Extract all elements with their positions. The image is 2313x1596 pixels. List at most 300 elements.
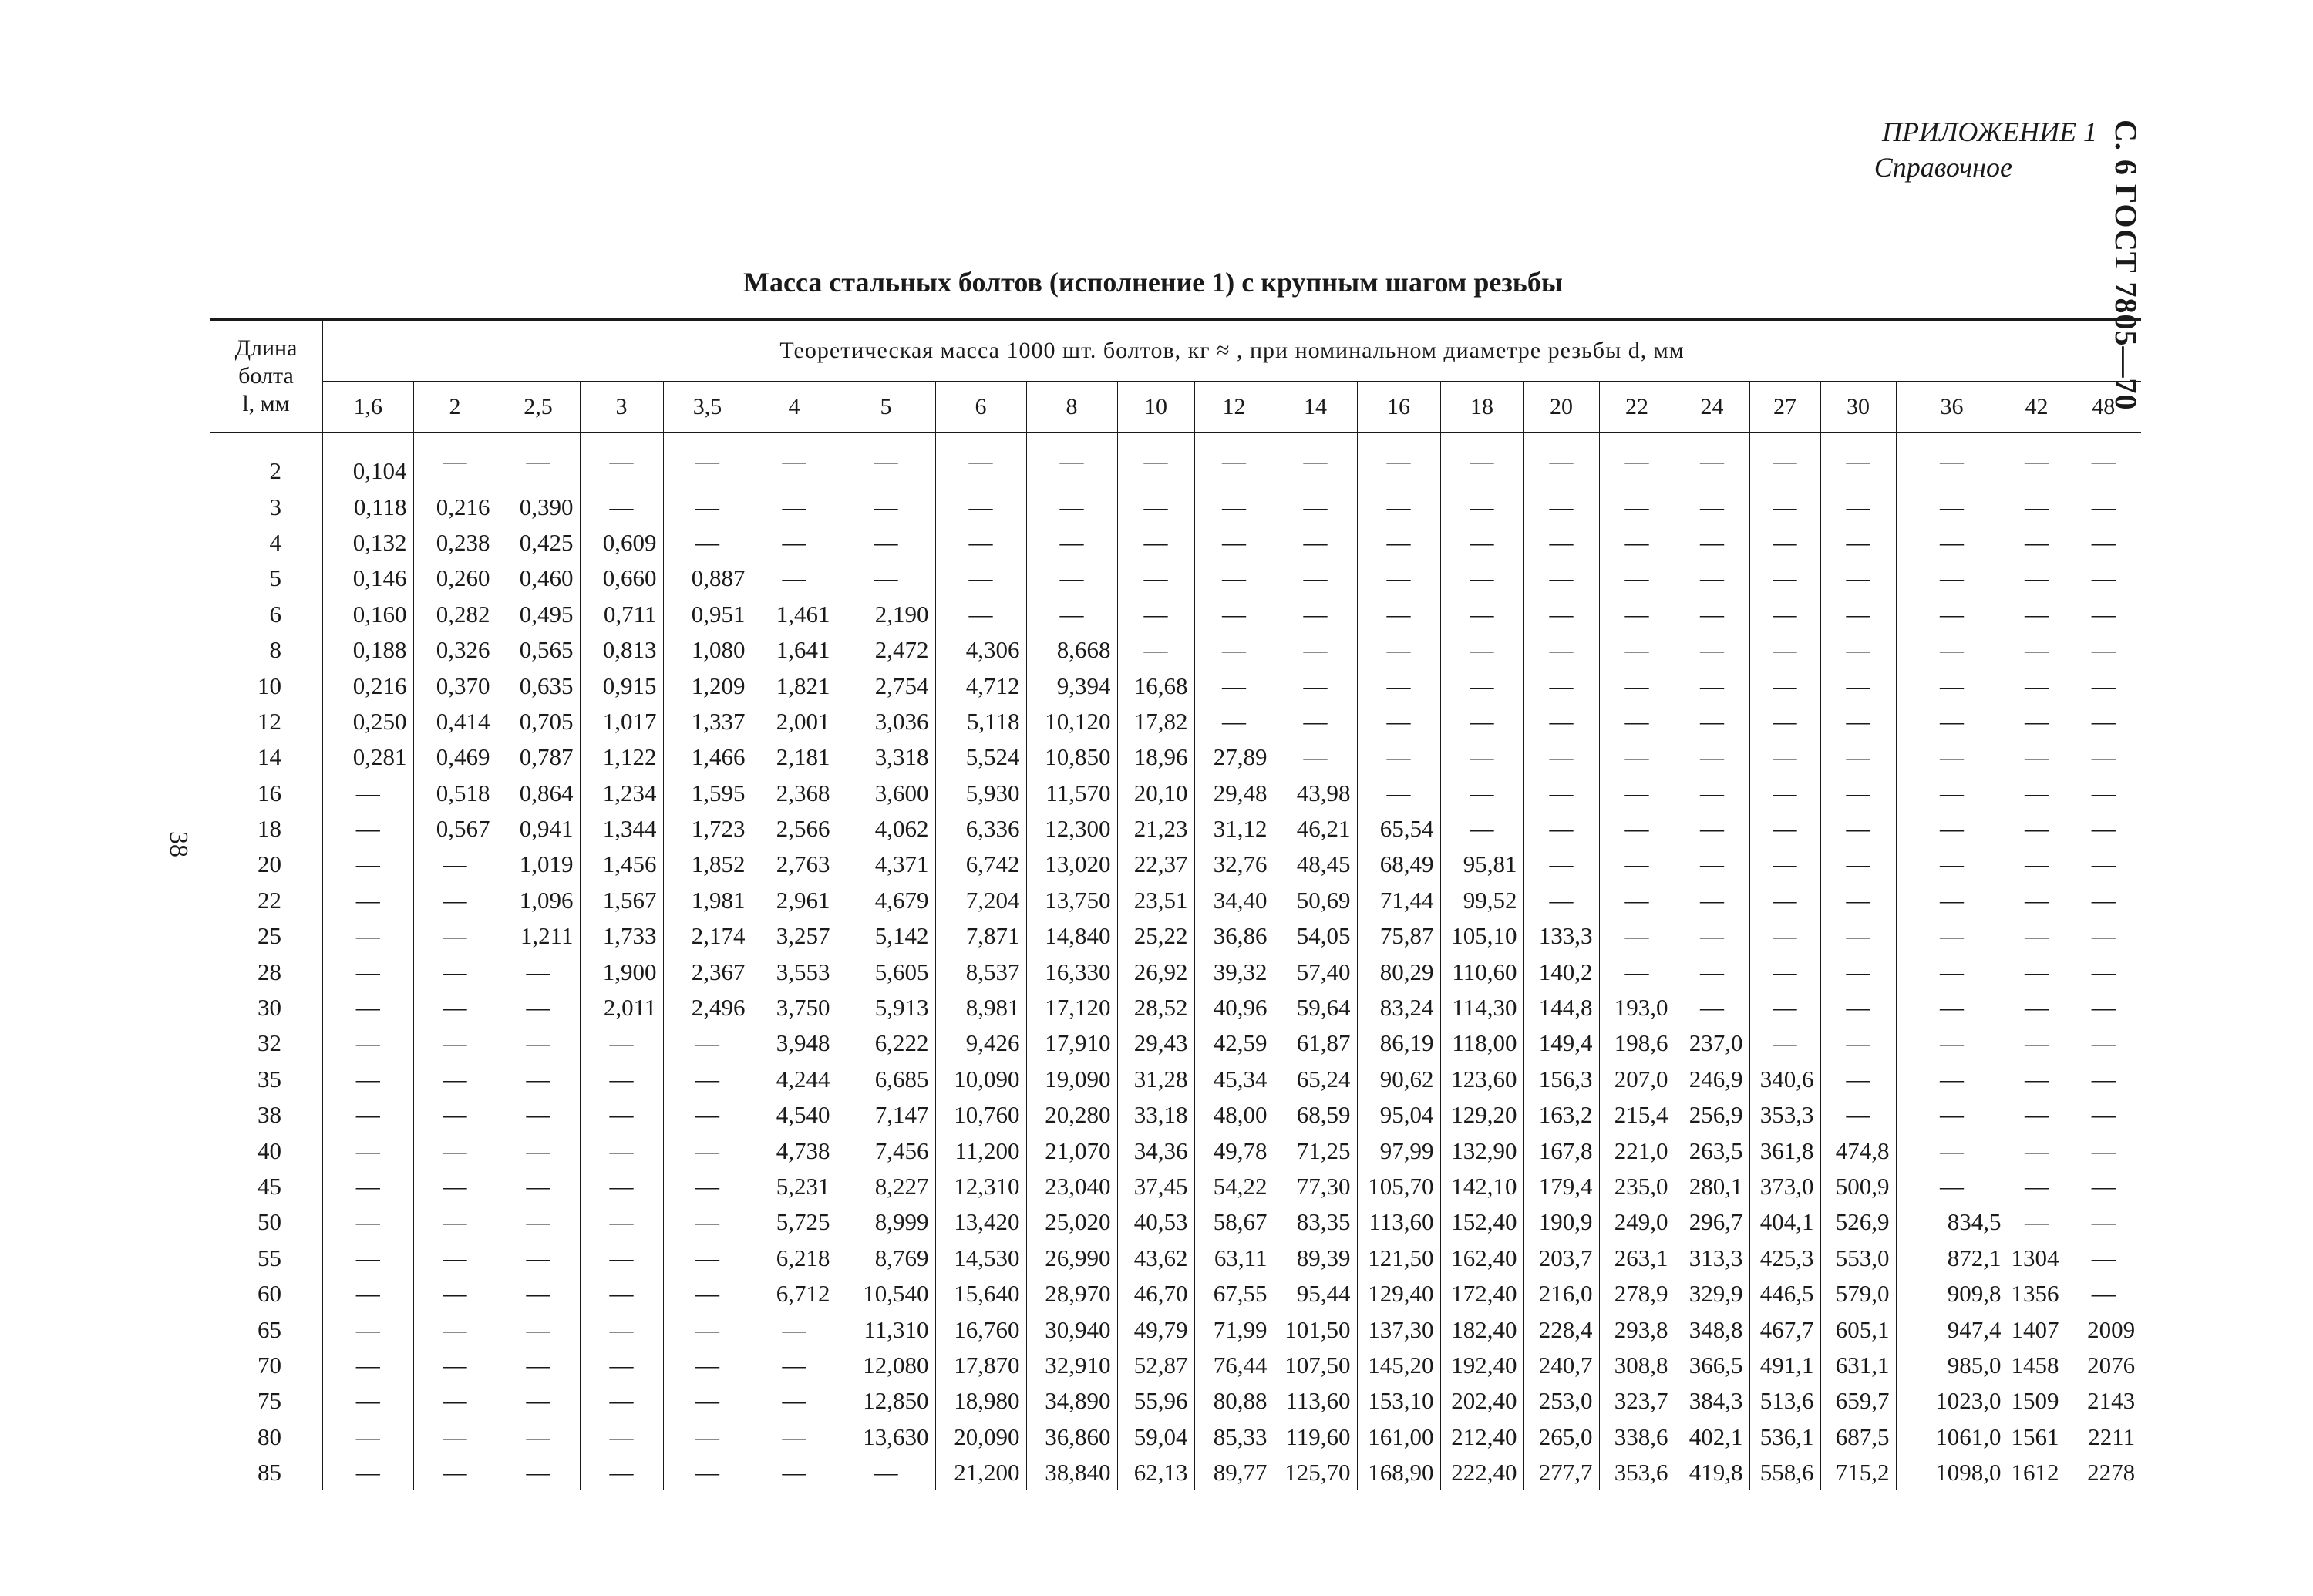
mass-cell: 0,660	[580, 561, 663, 596]
mass-cell: 137,30	[1357, 1311, 1440, 1347]
mass-cell: 0,260	[413, 561, 497, 596]
mass-cell: 474,8	[1820, 1133, 1896, 1168]
mass-cell: 182,40	[1440, 1311, 1523, 1347]
mass-cell: 1,456	[580, 847, 663, 882]
mass-cell: 0,425	[497, 525, 580, 561]
bolt-length-cell: 2	[210, 433, 322, 489]
mass-cell: —	[1896, 847, 2008, 882]
mass-cell: 12,850	[837, 1383, 935, 1419]
mass-cell: —	[1357, 489, 1440, 524]
mass-cell: 235,0	[1599, 1169, 1675, 1204]
diameter-header: 5	[837, 382, 935, 433]
mass-cell: —	[1749, 1025, 1820, 1061]
mass-cell: —	[837, 433, 935, 489]
mass-cell: —	[580, 1133, 663, 1168]
mass-cell: 323,7	[1599, 1383, 1675, 1419]
mass-cell: —	[1194, 561, 1274, 596]
mass-cell: —	[1357, 776, 1440, 811]
mass-cell: —	[497, 1241, 580, 1276]
mass-cell: 0,609	[580, 525, 663, 561]
mass-cell: —	[1357, 668, 1440, 703]
mass-cell: —	[413, 990, 497, 1025]
mass-cell: 253,0	[1523, 1383, 1599, 1419]
mass-cell: 63,11	[1194, 1241, 1274, 1276]
mass-cell: —	[580, 1025, 663, 1061]
table-row	[210, 668, 2141, 703]
mass-cell: —	[1675, 489, 1749, 524]
mass-cell: —	[1675, 811, 1749, 847]
mass-cell: 1,852	[663, 847, 752, 882]
mass-cell: 140,2	[1523, 954, 1599, 989]
mass-cell: 1356	[2008, 1276, 2066, 1311]
mass-cell: 203,7	[1523, 1241, 1599, 1276]
mass-cell: 168,90	[1357, 1455, 1440, 1490]
mass-cell: 353,3	[1749, 1097, 1820, 1133]
mass-cell: —	[1749, 847, 1820, 882]
mass-cell: 558,6	[1749, 1455, 1820, 1490]
mass-cell: —	[663, 1062, 752, 1097]
mass-cell: —	[837, 489, 935, 524]
mass-cell: 48,45	[1274, 847, 1357, 882]
mass-cell: —	[1440, 489, 1523, 524]
bolt-length-cell: 80	[210, 1419, 322, 1455]
mass-cell: 0,132	[322, 525, 413, 561]
mass-cell: 101,50	[1274, 1311, 1357, 1347]
mass-cell: 9,426	[935, 1025, 1026, 1061]
mass-cell: 8,227	[837, 1169, 935, 1204]
mass-cell: —	[1675, 668, 1749, 703]
mass-cell: 20,090	[935, 1419, 1026, 1455]
mass-cell: —	[663, 489, 752, 524]
mass-cell: 2,174	[663, 918, 752, 954]
mass-cell: —	[663, 1097, 752, 1133]
mass-cell: 605,1	[1820, 1311, 1896, 1347]
diameter-header: 14	[1274, 382, 1357, 433]
mass-cell: 7,147	[837, 1097, 935, 1133]
bolt-length-cell: 85	[210, 1455, 322, 1490]
mass-cell: 27,89	[1194, 739, 1274, 775]
mass-cell: 45,34	[1194, 1062, 1274, 1097]
mass-cell: 249,0	[1599, 1204, 1675, 1240]
mass-cell: 2,001	[752, 704, 837, 739]
mass-cell: —	[1749, 668, 1820, 703]
mass-cell: 80,88	[1194, 1383, 1274, 1419]
mass-cell: 167,8	[1523, 1133, 1599, 1168]
mass-cell: —	[1749, 632, 1820, 668]
mass-cell: 1304	[2008, 1241, 2066, 1276]
mass-cell: 5,231	[752, 1169, 837, 1204]
mass-cell: —	[1820, 811, 1896, 847]
diameter-header: 10	[1117, 382, 1194, 433]
mass-cell: 23,51	[1117, 883, 1194, 918]
mass-cell: —	[1896, 918, 2008, 954]
mass-cell: —	[663, 1383, 752, 1419]
mass-cell: 3,750	[752, 990, 837, 1025]
mass-cell: —	[497, 1169, 580, 1204]
mass-cell: —	[413, 1241, 497, 1276]
mass-cell: 384,3	[1675, 1383, 1749, 1419]
mass-cell: —	[2008, 918, 2066, 954]
mass-cell: 0,941	[497, 811, 580, 847]
table-row	[210, 739, 2141, 775]
diameter-header: 18	[1440, 382, 1523, 433]
mass-cell: 353,6	[1599, 1455, 1675, 1490]
mass-cell: 23,040	[1026, 1169, 1117, 1204]
mass-cell: 65,24	[1274, 1062, 1357, 1097]
mass-cell: 1,821	[752, 668, 837, 703]
mass-cell: 21,23	[1117, 811, 1194, 847]
mass-cell: —	[322, 1097, 413, 1133]
mass-cell: —	[1749, 811, 1820, 847]
mass-cell: 31,12	[1194, 811, 1274, 847]
mass-cell: 36,86	[1194, 918, 1274, 954]
mass-cell: 46,70	[1117, 1276, 1194, 1311]
mass-cell: —	[1896, 1169, 2008, 1204]
mass-cell: 1061,0	[1896, 1419, 2008, 1455]
mass-cell: 15,640	[935, 1276, 1026, 1311]
mass-cell: —	[663, 433, 752, 489]
mass-cell: —	[413, 847, 497, 882]
mass-cell: —	[1896, 1025, 2008, 1061]
mass-cell: 425,3	[1749, 1241, 1820, 1276]
mass-cell: 67,55	[1194, 1276, 1274, 1311]
bolt-length-cell: 20	[210, 847, 322, 882]
mass-cell: 5,930	[935, 776, 1026, 811]
mass-cell: —	[580, 1276, 663, 1311]
mass-cell: 149,4	[1523, 1025, 1599, 1061]
mass-cell: 105,10	[1440, 918, 1523, 954]
mass-cell: 16,760	[935, 1311, 1026, 1347]
mass-cell: 1,641	[752, 632, 837, 668]
mass-cell: —	[1274, 489, 1357, 524]
mass-cell: —	[413, 1025, 497, 1061]
mass-cell: —	[1440, 561, 1523, 596]
mass-cell: 75,87	[1357, 918, 1440, 954]
mass-cell: —	[1675, 883, 1749, 918]
mass-cell: —	[1749, 561, 1820, 596]
table-row	[210, 1276, 2141, 1311]
mass-cell: —	[935, 433, 1026, 489]
mass-cell: 76,44	[1194, 1348, 1274, 1383]
mass-cell: 1,122	[580, 739, 663, 775]
mass-cell: 6,712	[752, 1276, 837, 1311]
mass-cell: —	[1820, 847, 1896, 882]
mass-cell: 0,787	[497, 739, 580, 775]
mass-cell: 28,52	[1117, 990, 1194, 1025]
mass-cell: 71,44	[1357, 883, 1440, 918]
mass-cell: 71,25	[1274, 1133, 1357, 1168]
table-row	[210, 433, 2141, 489]
mass-cell: 156,3	[1523, 1062, 1599, 1097]
mass-cell: 1509	[2008, 1383, 2066, 1419]
mass-cell: 659,7	[1820, 1383, 1896, 1419]
mass-cell: 10,850	[1026, 739, 1117, 775]
mass-cell: 90,62	[1357, 1062, 1440, 1097]
mass-cell: —	[413, 1169, 497, 1204]
mass-cell: 4,244	[752, 1062, 837, 1097]
mass-cell: 872,1	[1896, 1241, 2008, 1276]
mass-cell: —	[1675, 433, 1749, 489]
mass-cell: 1,723	[663, 811, 752, 847]
mass-cell: 0,414	[413, 704, 497, 739]
table-row	[210, 1025, 2141, 1061]
mass-cell: —	[1820, 776, 1896, 811]
mass-cell: 17,82	[1117, 704, 1194, 739]
mass-cell: 52,87	[1117, 1348, 1194, 1383]
mass-cell: 7,456	[837, 1133, 935, 1168]
mass-cell: —	[322, 1169, 413, 1204]
mass-cell: 361,8	[1749, 1133, 1820, 1168]
mass-cell: 0,887	[663, 561, 752, 596]
mass-cell: 13,630	[837, 1419, 935, 1455]
mass-cell: 0,326	[413, 632, 497, 668]
bolt-length-cell: 16	[210, 776, 322, 811]
mass-cell: —	[752, 525, 837, 561]
table-row	[210, 525, 2141, 561]
mass-cell: 513,6	[1749, 1383, 1820, 1419]
mass-cell: 4,306	[935, 632, 1026, 668]
mass-cell: —	[1440, 525, 1523, 561]
mass-cell: 3,553	[752, 954, 837, 989]
length-header-line: l, мм	[242, 391, 290, 416]
mass-cell: 1,900	[580, 954, 663, 989]
mass-cell: —	[663, 1169, 752, 1204]
mass-cell: 25,020	[1026, 1204, 1117, 1240]
mass-cell: —	[1117, 489, 1194, 524]
mass-cell: 0,864	[497, 776, 580, 811]
diameter-header: 27	[1749, 382, 1820, 433]
mass-cell: 0,160	[322, 597, 413, 632]
mass-cell: 348,8	[1675, 1311, 1749, 1347]
mass-cell: —	[2008, 433, 2066, 489]
mass-cell: 58,67	[1194, 1204, 1274, 1240]
mass-cell: —	[580, 1311, 663, 1347]
mass-cell: 278,9	[1599, 1276, 1675, 1311]
mass-cell: 228,4	[1523, 1311, 1599, 1347]
mass-cell: —	[2008, 811, 2066, 847]
mass-cell: 0,238	[413, 525, 497, 561]
mass-cell: 1,466	[663, 739, 752, 775]
mass-cell: 3,948	[752, 1025, 837, 1061]
table-row	[210, 811, 2141, 847]
mass-cell: —	[1523, 847, 1599, 882]
mass-cell: —	[1599, 739, 1675, 775]
mass-cell: —	[1896, 632, 2008, 668]
mass-cell: 10,090	[935, 1062, 1026, 1097]
mass-cell: 5,524	[935, 739, 1026, 775]
mass-cell: —	[497, 1062, 580, 1097]
mass-cell: 25,22	[1117, 918, 1194, 954]
mass-cell: 1,567	[580, 883, 663, 918]
table-row	[210, 704, 2141, 739]
table-row	[210, 776, 2141, 811]
table-title: Масса стальных болтов (исполнение 1) с крупным шагом резьбы	[743, 267, 1563, 298]
mass-cell: —	[1523, 704, 1599, 739]
mass-cell: —	[1357, 525, 1440, 561]
mass-cell: 43,62	[1117, 1241, 1194, 1276]
bolt-length-cell: 4	[210, 525, 322, 561]
mass-cell: —	[1440, 704, 1523, 739]
mass-cell: —	[1440, 668, 1523, 703]
mass-cell: —	[1523, 489, 1599, 524]
mass-cell: —	[1675, 847, 1749, 882]
mass-cell: 0,951	[663, 597, 752, 632]
mass-cell: —	[1599, 954, 1675, 989]
mass-cell: —	[1599, 489, 1675, 524]
mass-cell: —	[322, 847, 413, 882]
mass-cell: —	[1896, 597, 2008, 632]
mass-cell: —	[322, 1311, 413, 1347]
mass-cell: —	[413, 1133, 497, 1168]
mass-cell: 1,211	[497, 918, 580, 954]
mass-cell: —	[1440, 776, 1523, 811]
mass-cell: 1458	[2008, 1348, 2066, 1383]
mass-cell: 26,990	[1026, 1241, 1117, 1276]
mass-cell: —	[1194, 668, 1274, 703]
table-row	[210, 1455, 2141, 1490]
mass-cell: 4,712	[935, 668, 1026, 703]
table-row	[210, 1419, 2141, 1455]
mass-cell: 13,750	[1026, 883, 1117, 918]
mass-cell: —	[497, 433, 580, 489]
mass-cell: —	[752, 1383, 837, 1419]
bolt-length-cell: 14	[210, 739, 322, 775]
mass-cell: 1023,0	[1896, 1383, 2008, 1419]
mass-cell: —	[413, 1419, 497, 1455]
mass-cell: —	[1749, 990, 1820, 1025]
mass-cell: —	[2008, 561, 2066, 596]
mass-cell: —	[413, 433, 497, 489]
mass-cell: 38,840	[1026, 1455, 1117, 1490]
table-row	[210, 561, 2141, 596]
mass-cell: 1,337	[663, 704, 752, 739]
mass-cell: 631,1	[1820, 1348, 1896, 1383]
mass-cell: 4,738	[752, 1133, 837, 1168]
mass-cell: —	[322, 918, 413, 954]
mass-cell: —	[2091, 886, 2116, 914]
mass-cell: —	[1675, 597, 1749, 632]
mass-cell: —	[2008, 704, 2066, 739]
mass-cell: 118,00	[1440, 1025, 1523, 1061]
mass-cell: 1,096	[497, 883, 580, 918]
table-row	[210, 918, 2141, 954]
mass-cell: —	[752, 561, 837, 596]
page-number: 38	[164, 831, 193, 857]
mass-cell: —	[2091, 1208, 2116, 1236]
mass-cell: 11,570	[1026, 776, 1117, 811]
mass-cell: 985,0	[1896, 1348, 2008, 1383]
mass-cell: 6,218	[752, 1241, 837, 1276]
mass-cell: 1407	[2008, 1311, 2066, 1347]
mass-cell: 17,910	[1026, 1025, 1117, 1061]
mass-cell: —	[663, 1455, 752, 1490]
document-side-title: С. 6 ГОСТ 7805—70	[2109, 120, 2143, 411]
mass-cell: —	[1675, 561, 1749, 596]
mass-cell: —	[413, 1383, 497, 1419]
mass-cell: —	[1440, 632, 1523, 668]
mass-cell: 13,420	[935, 1204, 1026, 1240]
bolt-length-cell: 12	[210, 704, 322, 739]
diameter-header: 3,5	[663, 382, 752, 433]
mass-cell: —	[2091, 636, 2116, 664]
mass-cell: 34,40	[1194, 883, 1274, 918]
mass-cell: —	[1675, 918, 1749, 954]
diameter-header: 16	[1357, 382, 1440, 433]
mass-cell: —	[663, 1133, 752, 1168]
mass-cell: 1098,0	[1896, 1455, 2008, 1490]
mass-cell: 338,6	[1599, 1419, 1675, 1455]
mass-cell: 0,282	[413, 597, 497, 632]
mass-cell: 14,530	[935, 1241, 1026, 1276]
bolt-length-cell: 30	[210, 990, 322, 1025]
mass-cell: —	[1440, 739, 1523, 775]
mass-cell: —	[497, 1097, 580, 1133]
bolt-length-cell: 6	[210, 597, 322, 632]
mass-cell: 59,64	[1274, 990, 1357, 1025]
mass-cell: 65,54	[1357, 811, 1440, 847]
bolt-length-cell: 75	[210, 1383, 322, 1419]
mass-cell: 31,28	[1117, 1062, 1194, 1097]
mass-cell: 86,19	[1357, 1025, 1440, 1061]
mass-cell: 17,120	[1026, 990, 1117, 1025]
mass-cell: 909,8	[1896, 1276, 2008, 1311]
mass-cell: —	[497, 1348, 580, 1383]
mass-cell: —	[1749, 704, 1820, 739]
diameter-header: 48	[2066, 382, 2141, 433]
mass-cell: 526,9	[1820, 1204, 1896, 1240]
mass-cell: 1,595	[663, 776, 752, 811]
diameter-header: 22	[1599, 382, 1675, 433]
mass-cell: —	[1896, 1062, 2008, 1097]
mass-cell: —	[497, 990, 580, 1025]
mass-cell: 536,1	[1749, 1419, 1820, 1455]
mass-cell: 0,250	[322, 704, 413, 739]
mass-cell: —	[2091, 493, 2116, 520]
mass-cell: 240,7	[1523, 1348, 1599, 1383]
mass-cell: —	[2008, 990, 2066, 1025]
mass-cell: 107,50	[1274, 1348, 1357, 1383]
mass-cell: —	[413, 1311, 497, 1347]
mass-cell: —	[1026, 433, 1117, 489]
mass-cell: —	[663, 525, 752, 561]
mass-cell: —	[1820, 668, 1896, 703]
mass-cell: 263,1	[1599, 1241, 1675, 1276]
mass-cell: —	[1820, 433, 1896, 489]
mass-cell: —	[1026, 489, 1117, 524]
mass-cell: 3,318	[837, 739, 935, 775]
mass-cell: —	[752, 489, 837, 524]
bolt-length-cell: 28	[210, 954, 322, 989]
table-row	[210, 597, 2141, 632]
mass-cell: 221,0	[1599, 1133, 1675, 1168]
mass-cell: 6,742	[935, 847, 1026, 882]
mass-cell: 163,2	[1523, 1097, 1599, 1133]
mass-cell: 446,5	[1749, 1276, 1820, 1311]
mass-cell: 142,10	[1440, 1169, 1523, 1204]
mass-cell: —	[1820, 561, 1896, 596]
mass-cell: 0,705	[497, 704, 580, 739]
mass-cell: 8,537	[935, 954, 1026, 989]
mass-cell: 11,200	[935, 1133, 1026, 1168]
mass-cell: 467,7	[1749, 1311, 1820, 1347]
mass-cell: —	[1274, 433, 1357, 489]
mass-cell: 6,685	[837, 1062, 935, 1097]
mass-cell: 202,40	[1440, 1383, 1523, 1419]
mass-cell: 0,565	[497, 632, 580, 668]
mass-cell: —	[1599, 776, 1675, 811]
table-row	[210, 1169, 2141, 1204]
mass-cell: 21,070	[1026, 1133, 1117, 1168]
